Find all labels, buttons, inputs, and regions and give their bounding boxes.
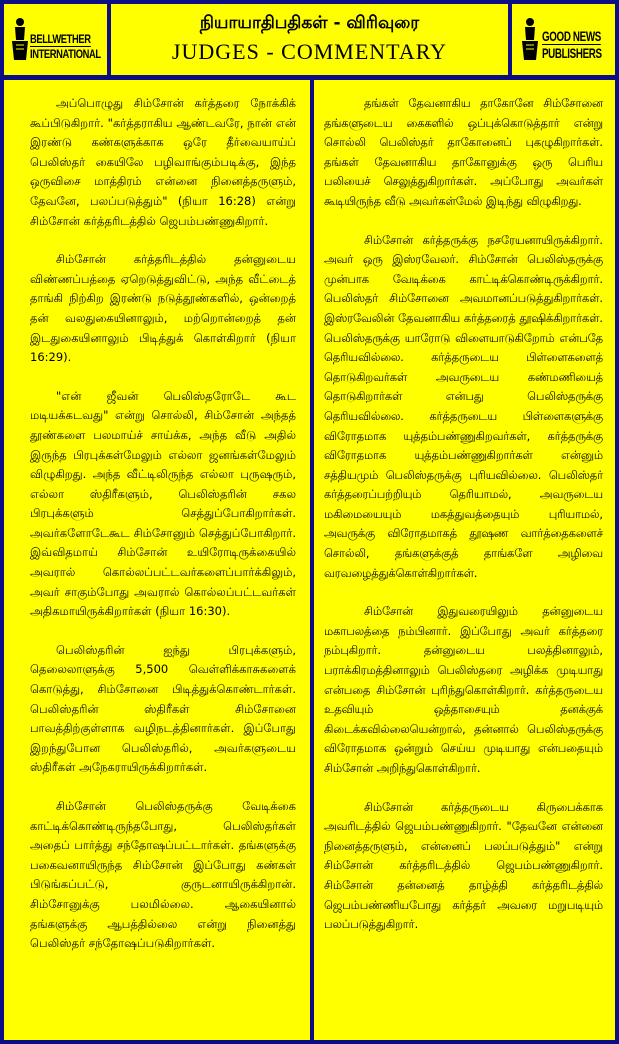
paragraph: சிம்சோன் கர்த்தரிடத்தில் தன்னுடைய விண்ணப்பத்தை ஏறெடுத்துவிட்டு, அந்த வீட்டைத் தாங்கி நிற்கிற இரண்டு நடுத்தூண்களில், ஒன்றைத் தன் வலதுகையினாலும், மற்றொன்றைத் தன் இடதுகையினாலும் பிடித்துக் கொள்கிறார் (நியா 16:29). <box>30 252 296 365</box>
right-logo-panel <box>512 4 615 75</box>
title-panel <box>111 4 508 75</box>
paragraph: அப்பொழுது சிம்சோன் கர்த்தரை நோக்கிக் கூப்பிடுகிறார். "கர்த்தராகிய ஆண்டவரே, நான் என் இரண்டு கண்களுக்காக ஒரே தீர்வையாய்ப் பெலிஸ்தர் கையிலே பழிவாங்கும்படிக்கு, இந்த ஒருவிசை மாத்திரம் என்னை நினைத்தருளும், தேவனே, பலப்படுத்தும்" (நியா 16:28) என்று சிம்சோன் கர்த்தரிடத்தில் ஜெபம்பண்ணுகிறார். <box>30 96 296 228</box>
logo-line1: BELLWETHER <box>30 32 91 46</box>
paragraph: சிம்சோன் பெலிஸ்தருக்கு வேடிக்கை காட்டிக்கொண்டிருந்தபோது, பெலிஸ்தர்கள் அதைப் பார்த்து சந்தோஷப்பட்டார்கள். தங்களுக்கு பகைவனாயிருந்த சிம்சோன் இப்போது கண்கள் பிடுங்கப்பட்டு, குருடனாயிருக்கிறான். சிம்சோனுக்கு பலமில்லை. ஆகையினால் தங்களுக்கு ஆபத்தில்லை என்று நினைத்து பெலிஸ்தர் சந்தோஷப்படுகிறார்கள். <box>30 799 296 951</box>
logo-line1: GOOD NEWS <box>542 28 601 44</box>
paragraph: தங்கள் தேவனாகிய தாகோனே சிம்சோனை தங்களுடைய கைகளில் ஒப்புக்கொடுத்தார் என்று சொல்லி பெலிஸ்தர் தாகோனைப் புகழுகிறார்கள். தங்கள் தேவனாகிய தாகோனுக்கு ஒரு பெரிய பலியைச் செலுத்துகிறார்கள். அப்போது அவர்கள் கூடியிருந்த வீடு அவர்கள்மேல் இடிந்து விழுகிறது. <box>324 97 603 208</box>
paragraph: சிம்சோன் கர்த்தருடைய கிருபைக்காக அவரிடத்தில் ஜெபம்பண்ணுகிறார். "தேவனே என்னை நினைத்தருளும், என்னைப் பலப்படுத்தும்" என்று சிம்சோன் கர்த்தரிடத்தில் ஜெபம்பண்ணுகிறார். சிம்சோன் தன்னைத் தாழ்த்தி கர்த்தரிடத்தில் ஜெபம்பண்ணியபோது கர்த்தர் அவரை மறுபடியும் பலப்படுத்துகிறார். <box>324 800 603 932</box>
paragraph: "என் ஜீவன் பெலிஸ்தரோடே கூட மடியக்கடவது" என்று சொல்லி, சிம்சோன் அந்தத் தூண்களை பலமாய்ச் சாய்க்க, அந்த வீடு அதில் இருந்த பிரபுக்கள்மேலும் எல்லா ஜனங்கள்மேலும் விழுகிறது. அந்த வீட்டிலிருந்த எல்லா புருஷரும், எல்லா ஸ்திரீகளும், பெலிஸ்தரின் சகல பிரபுக்களும் செத்துப்போகிறார்கள். அவர்களோடேகூட சிம்சோனும் செத்துப்போகிறார். இவ்விதமாய் சிம்சோன் உயிரோடிருக்கையில் அவரால் கொல்லப்பட்டவர்களைப்பார்க்கிலும், அவர் சாகும்போது அவரால் கொல்லப்பட்டவர்கள் அதிகமாயிருக்கிறார்கள் (நியா 16:30). <box>30 388 296 619</box>
logo-line2: INTERNATIONAL <box>30 47 101 61</box>
podium-figure-icon <box>520 16 540 62</box>
good-news-logo-text <box>542 28 602 61</box>
title-english: JUDGES - COMMENTARY <box>171 39 448 64</box>
paragraph: சிம்சோன் கர்த்தருக்கு நசரேயனாயிருக்கிறார். அவர் ஒரு இஸ்ரவேலர். சிம்சோன் பெலிஸ்தருக்கு முன்பாக வேடிக்கை காட்டிக்கொண்டிருக்கிறார். பெலிஸ்தர் சிம்சோனை அவமானப்படுத்துகிறார்கள். இஸ்ரவேலின் தேவனாகிய கர்த்தரைத் தூஷிக்கிறார்கள். பெலிஸ்தருக்கு யாரோடு விளையாடுகிறோம் என்பதே தெரியவில்லை. கர்த்தருடைய பிள்ளைகளைத் தொடுகிறவர்கள் அவருடைய கண்மணியைத் தொடுகிறார்கள் என்பது பெலிஸ்தருக்கு தெரியவில்லை. கர்த்தருடைய பிள்ளைகளுக்கு விரோதமாக யுத்தம்பண்ணுகிறவர்கள், கர்த்தருக்கு விரோதமாக யுத்தம்பண்ணுகிறார்கள் என்னும் சத்தியமும் பெலிஸ்தருக்கு புரியவில்லை. பெலிஸ்தர் கர்த்தரைப்பற்றியும் தெரியாமல், அவருடைய மகிமையையும் மகத்துவத்தையும் புரியாமல், அவருக்கு விரோதமாகத் தூஷண வார்த்தைகளைச் சொல்லி, தங்களுக்குத் தாங்களே அழிவை வரவழைத்துக்கொள்கிறார்கள். <box>324 233 603 580</box>
paragraph: பெலிஸ்தரின் ஐந்து பிரபுக்களும், தெலைலாளுக்கு 5,500 வெள்ளிக்காசுகளைக் கொடுத்து, சிம்சோனை பிடித்துக்கொண்டார்கள். பெலிஸ்தரின் ஸ்திரீகள் சிம்சோனை பாவத்திற்குள்ளாக வழிநடத்தினார்கள். இப்போது இறந்துபோன பெலிஸ்தரில், அவர்களுடைய ஸ்திரீகள் அநேகராயிருக்கிறார்கள். <box>30 642 296 775</box>
left-text-column <box>4 80 310 1040</box>
right-text-column <box>314 80 615 1040</box>
bellwether-logo-text <box>30 32 101 61</box>
podium-figure-icon <box>10 16 30 62</box>
title-tamil: நியாயாதிபதிகள் - விரிவுரை <box>199 13 420 33</box>
paragraph: சிம்சோன் இதுவரையிலும் தன்னுடைய மகாபலத்தை நம்பினார். இப்போது அவர் கர்த்தரை நம்புகிறார். தன்னுடைய பலத்தினாலும், பராக்கிரமத்தினாலும் பெலிஸ்தரை அழிக்க முடியாது என்பதை சிம்சோன் புரிந்துகொள்கிறார். கர்த்தருடைய உதவியும் ஒத்தாசையும் தனக்குக் கிடைக்கவில்லையென்றால், தன்னால் பெலிஸ்தருக்கு விரோதமாக ஒன்றும் செய்ய முடியாது என்பதையும் சிம்சோன் அறிந்துகொள்கிறார். <box>324 605 603 775</box>
good-news-logo <box>520 16 612 66</box>
left-logo-panel <box>4 4 107 75</box>
bellwether-logo <box>10 16 102 66</box>
logo-line2: PUBLISHERS <box>542 45 602 61</box>
